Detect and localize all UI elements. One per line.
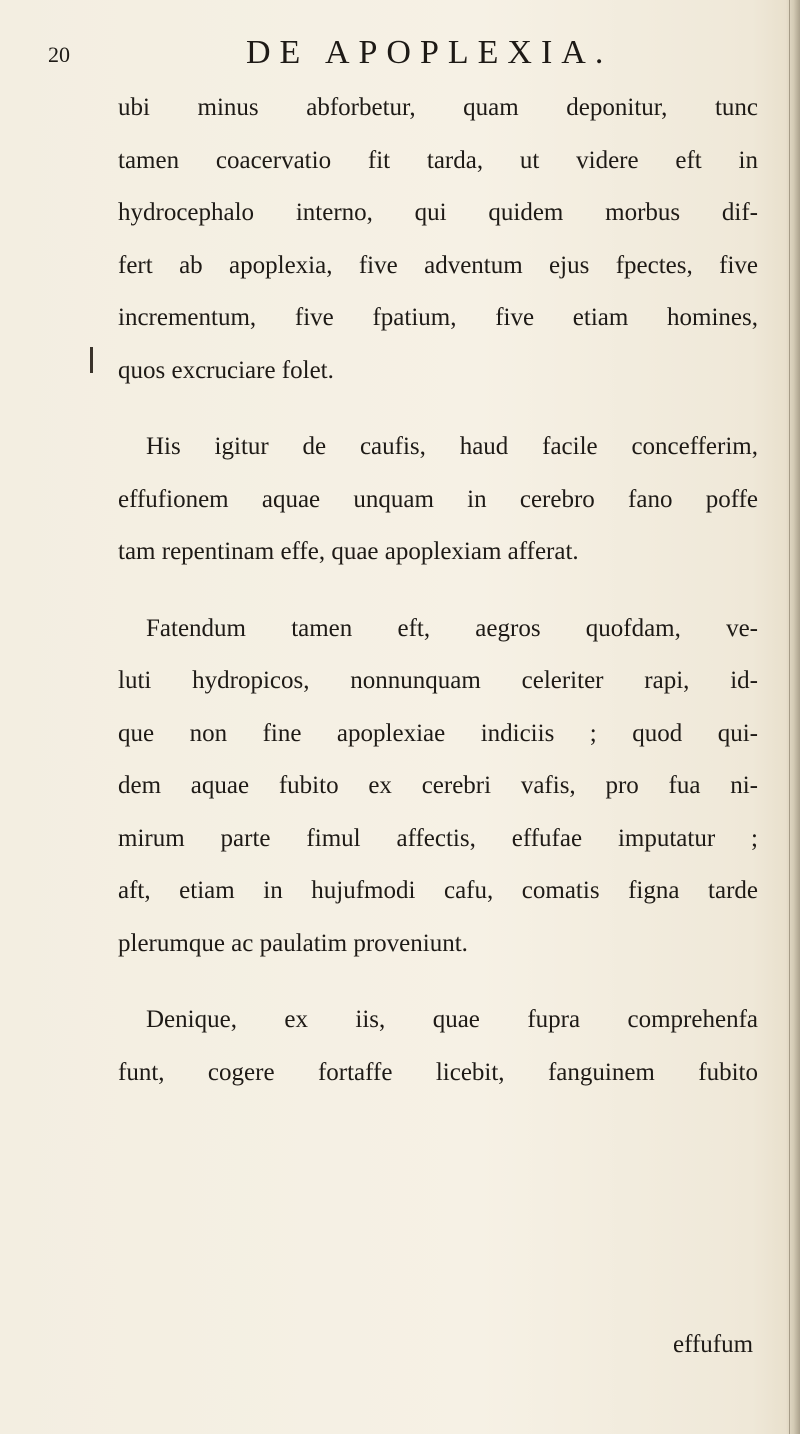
text-line: luti hydropicos, nonnunquam celeriter rapi, id- (118, 667, 758, 694)
body-text (118, 82, 758, 1099)
text-line: tamen coacervatio fit tarda, ut videre eft in (118, 146, 758, 174)
text-line: quos excruciare folet. (118, 356, 334, 384)
text-line: funt, cogere fortaffe licebit, fanguinem fubito (118, 1058, 758, 1086)
running-title: DE APOPLEXIA. (246, 34, 613, 71)
page-header (48, 34, 748, 74)
text-line: effufionem aquae unquam in cerebro fano poffe (118, 485, 758, 513)
text-line: plerumque ac paulatim proveniunt. (118, 929, 468, 957)
text-line: His igitur de caufis, haud facile concefferim, (146, 433, 758, 460)
page-edge-line (789, 0, 790, 1434)
text-line: Denique, ex iis, quae fupra comprehenfa (146, 1006, 758, 1033)
paragraph-3 (118, 603, 758, 971)
paragraph-2 (118, 421, 758, 579)
page-number: 20 (48, 42, 70, 67)
text-line: ubi minus abforbetur, quam deponitur, tunc (118, 94, 758, 121)
text-line: que non fine apoplexiae indiciis ; quod qui- (118, 719, 758, 747)
text-line: fert ab apoplexia, five adventum ejus fpectes, five (118, 251, 758, 279)
text-line: mirum parte fimul affectis, effufae imputatur ; (118, 824, 758, 852)
text-line: incrementum, five fpatium, five etiam homines, (118, 304, 758, 331)
text-line: dem aquae fubito ex cerebri vafis, pro fua ni- (118, 772, 758, 799)
paragraph-1 (118, 82, 758, 397)
text-line: hydrocephalo interno, qui quidem morbus dif- (118, 199, 758, 226)
text-line: Fatendum tamen eft, aegros quofdam, ve- (146, 614, 758, 642)
paragraph-4 (118, 994, 758, 1099)
text-line: tam repentinam effe, quae apoplexiam afferat. (118, 538, 579, 565)
catchword: effufum (673, 1331, 754, 1358)
margin-mark (90, 347, 93, 373)
text-line: aft, etiam in hujufmodi cafu, comatis figna tarde (118, 877, 758, 904)
